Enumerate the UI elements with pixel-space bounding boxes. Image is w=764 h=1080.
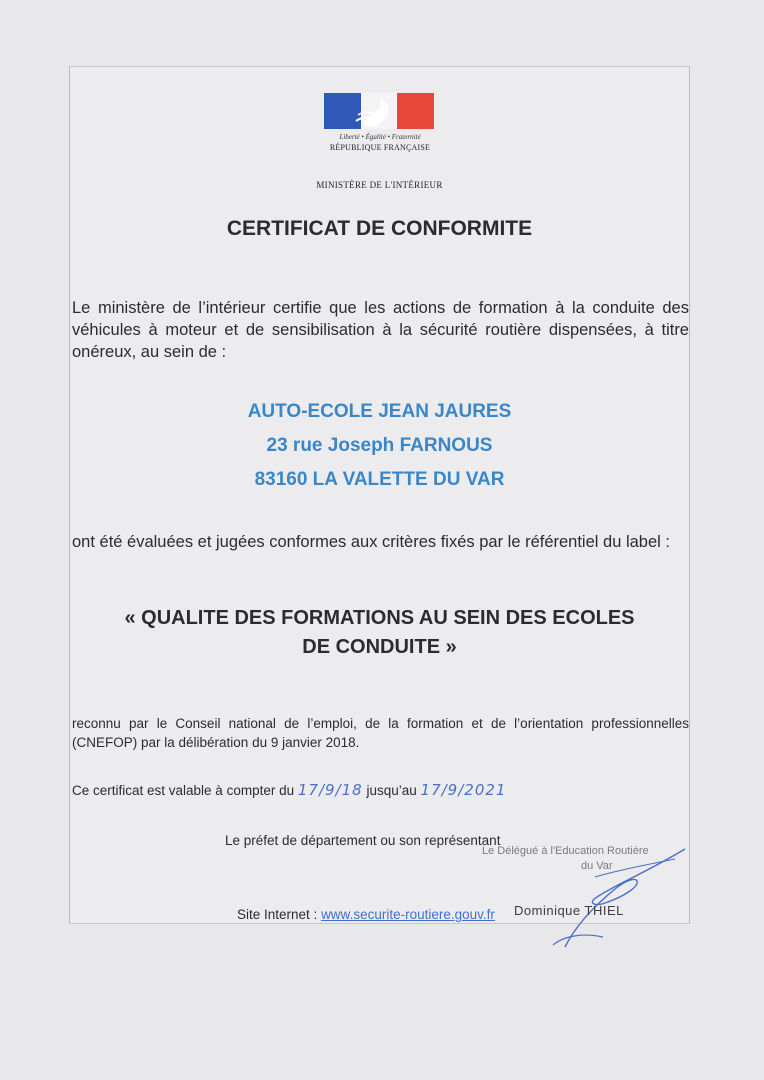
ministry-name: MINISTÈRE DE L'INTÉRIEUR [316, 180, 443, 190]
website-line [237, 907, 495, 922]
certificate-title: CERTIFICAT DE CONFORMITE [226, 217, 533, 240]
label-line-2: DE CONDUITE » [302, 636, 457, 658]
label-line-1: « QUALITE DES FORMATIONS AU SEIN DES ECOLES [124, 607, 635, 629]
signature-icon [475, 837, 695, 957]
validity-line [72, 781, 689, 800]
republic-name: RÉPUBLIQUE FRANÇAISE [329, 143, 431, 152]
evaluation-paragraph: ont été évaluées et jugées conformes aux critères fixés par le référentiel du label : [72, 533, 670, 551]
school-name: AUTO-ECOLE JEAN JAURES [247, 401, 512, 422]
recognition-paragraph: reconnu par le Conseil national de l’emploi, de la formation et de l’orientation professionnelles (CNEFOP) par la délibération du 9 janvier 2018. [72, 716, 689, 750]
stamp-line-2: du Var [581, 860, 613, 872]
label-title [70, 604, 689, 662]
republic-logo [324, 93, 436, 152]
website-link[interactable]: www.securite-routiere.gouv.fr [321, 907, 495, 922]
intro-paragraph: Le ministère de l’intérieur certifie que les actions de formation à la conduite des véhicules à moteur et de sensibilisation à la sécurité routière dispensées, à titre onéreux, au sein de : [72, 299, 689, 361]
validity-prefix: Ce certificat est valable à compter du [72, 783, 295, 798]
school-city: 83160 LA VALETTE DU VAR [254, 469, 505, 490]
prefect-line: Le préfet de département ou son représentant [225, 833, 501, 848]
validity-end-date: 17/9/2021 [420, 781, 507, 799]
school-street: 23 rue Joseph FARNOUS [266, 435, 493, 456]
validity-start-date: 17/9/18 [297, 781, 363, 799]
certificate-page [69, 66, 690, 924]
stamp-line-1: Le Délégué à l'Education Routière [482, 845, 649, 857]
republic-motto: Liberté • Égalité • Fraternité [339, 133, 421, 141]
marianne-flag-icon [324, 93, 434, 129]
website-prefix: Site Internet : [237, 907, 318, 922]
stamp-name: Dominique THIEL [514, 903, 624, 918]
validity-middle: jusqu’au [366, 783, 417, 798]
